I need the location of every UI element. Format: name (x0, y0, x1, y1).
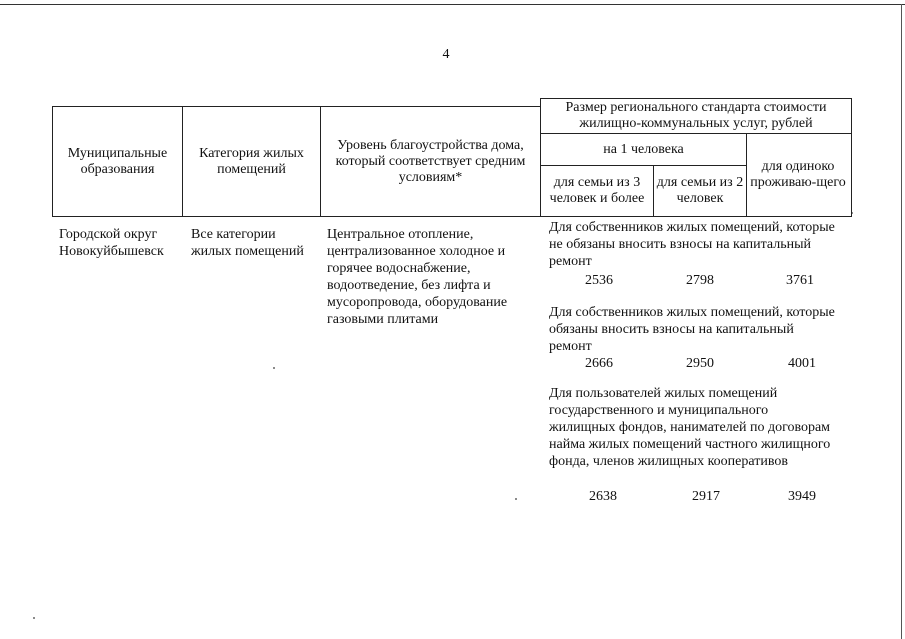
scan-speck (33, 617, 35, 619)
scan-speck (273, 367, 275, 369)
block-title: Для пользователей жилых помещений государственного и муниципального жилищных фондов, нанимателей по договорам найма жилых помещений частного жилищного фонда, членов жилищных кооперативов (549, 386, 831, 469)
header-municipality: Муниципальные образования (67, 145, 168, 177)
cell-level: Центральное отопление, централизованное холодное и горячее водоснабжение, водоотведение, без лифта и мусоропровода, оборудование газовыми плитами (327, 227, 508, 327)
scan-right-border (901, 4, 902, 639)
header-single: для одиноко проживаю-щего (750, 159, 846, 190)
block-title: Для собственников жилых помещений, которые не обязаны вносить взносы на капитальный ремонт (549, 220, 835, 269)
header-standard-size: Размер регионального стандарта стоимости жилищно-коммунальных услуг, рублей (565, 100, 827, 131)
value-family-3: 2666 (585, 356, 613, 371)
value-single: 3761 (786, 273, 814, 288)
block-title: Для собственников жилых помещений, которые обязаны вносить взносы на капитальный ремонт (549, 305, 835, 354)
value-family-2: 2798 (686, 273, 714, 288)
value-family-3: 2638 (589, 489, 617, 504)
page-number: 4 (442, 47, 450, 62)
value-single: 4001 (788, 356, 816, 371)
header-category: Категория жилых помещений (199, 145, 304, 177)
value-single: 3949 (788, 489, 816, 504)
header-family-3: для семьи из 3 человек и более (549, 175, 645, 206)
header-family-2: для семьи из 2 человек (656, 175, 744, 206)
value-family-2: 2917 (692, 489, 720, 504)
value-family-3: 2536 (585, 273, 613, 288)
value-family-2: 2950 (686, 356, 714, 371)
scan-speck (515, 498, 517, 500)
header-per-person: на 1 человека (603, 141, 684, 157)
scan-top-border (0, 4, 905, 5)
header-level: Уровень благоустройства дома, который соответствует средним условиям* (335, 137, 526, 185)
cell-municipality: Городской округ Новокуйбышевск (59, 227, 164, 259)
cell-category: Все категории жилых помещений (191, 227, 304, 259)
